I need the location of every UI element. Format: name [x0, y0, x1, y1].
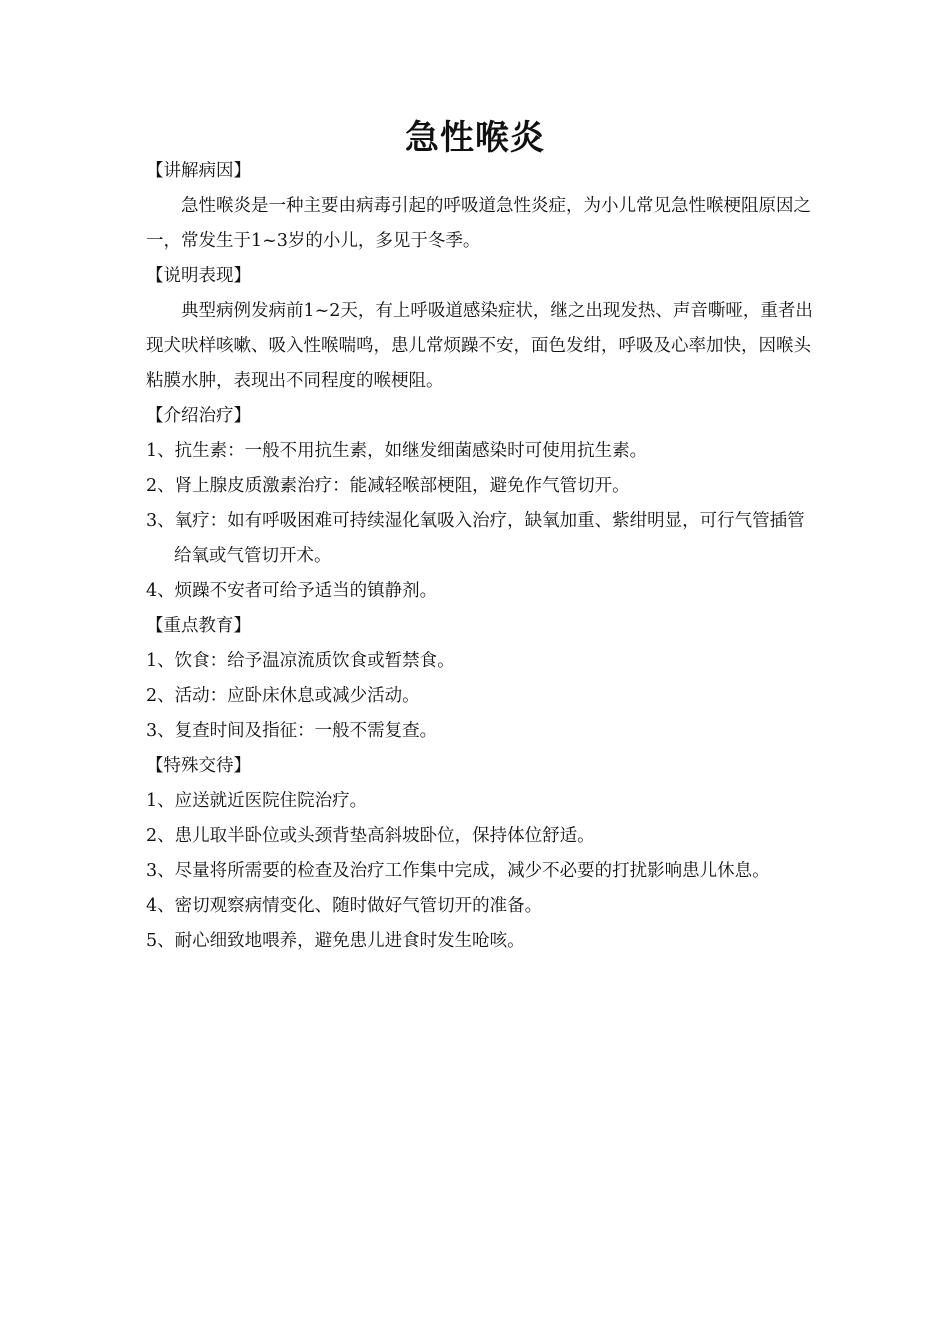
special-item: 4、密切观察病情变化、随时做好气管切开的准备。 — [146, 896, 543, 916]
education-item: 3、复查时间及指征：一般不需复查。 — [146, 721, 438, 741]
treatment-item: 1、抗生素：一般不用抗生素，如继发细菌感染时可使用抗生素。 — [146, 441, 648, 461]
section-cause — [146, 154, 816, 259]
cause-paragraph: 急性喉炎是一种主要由病毒引起的呼吸道急性炎症，为小儿常见急性喉梗阻原因之一，常发生于1~3岁的小儿，多见于冬季。 — [146, 196, 811, 251]
special-item: 1、应送就近医院住院治疗。 — [146, 791, 368, 811]
section-treatment — [146, 399, 816, 609]
special-item: 3、尽量将所需要的检查及治疗工作集中完成，减少不必要的打扰影响患儿休息。 — [146, 861, 770, 881]
treatment-item: 2、肾上腺皮质激素治疗：能减轻喉部梗阻，避免作气管切开。 — [146, 476, 630, 496]
treatment-item: 3、氧疗：如有呼吸困难可持续湿化氧吸入治疗，缺氧加重、紫绀明显，可行气管插管给氧或气管切开术。 — [146, 511, 805, 566]
section-heading-treatment: 【介绍治疗】 — [146, 406, 251, 426]
section-education — [146, 609, 816, 749]
section-symptoms — [146, 259, 816, 399]
symptoms-paragraph: 典型病例发病前1~2天，有上呼吸道感染症状，继之出现发热、声音嘶哑，重者出现犬吠样咳嗽、吸入性喉喘鸣，患儿常烦躁不安，面色发绀，呼吸及心率加快，因喉头粘膜水肿，表现出不同程度的喉梗阻。 — [146, 301, 813, 391]
treatment-item: 4、烦躁不安者可给予适当的镇静剂。 — [146, 581, 438, 601]
section-special — [146, 749, 816, 959]
education-item: 1、饮食：给予温凉流质饮食或暂禁食。 — [146, 651, 455, 671]
education-item: 2、活动：应卧床休息或减少活动。 — [146, 686, 420, 706]
section-heading-cause: 【讲解病因】 — [146, 161, 251, 181]
special-item: 5、耐心细致地喂养，避免患儿进食时发生呛咳。 — [146, 931, 525, 951]
section-heading-education: 【重点教育】 — [146, 616, 251, 636]
special-item: 2、患儿取半卧位或头颈背垫高斜坡卧位，保持体位舒适。 — [146, 826, 595, 846]
section-heading-special: 【特殊交待】 — [146, 756, 251, 776]
section-heading-symptoms: 【说明表现】 — [146, 266, 251, 286]
document-title: 急性喉炎 — [405, 117, 545, 158]
document-body — [146, 154, 816, 959]
